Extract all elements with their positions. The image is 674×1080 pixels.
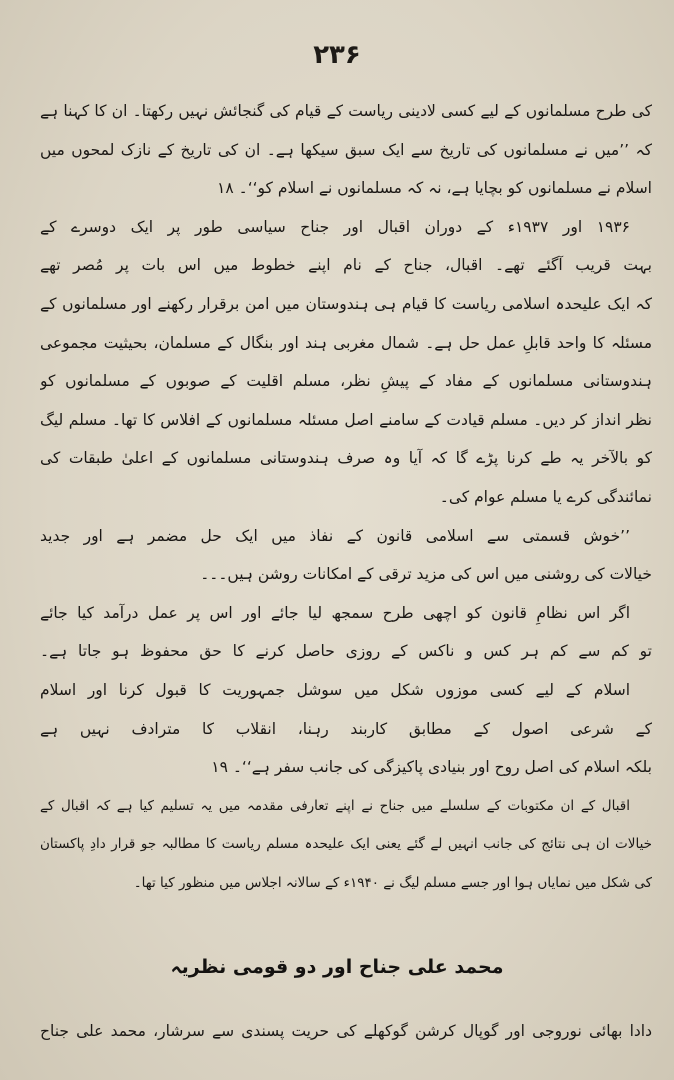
text-line: خیالات ان ہی نتائج کی جانب انہیں لے گئے یعنی ایک علیحدہ مسلم ریاست کا مطالبہ جو قرار دادِ پاکستان bbox=[40, 836, 652, 853]
text-line: مسئلہ کا واحد قابلِ عمل حل ہے۔ شمال مغربی ہند اور بنگال کے مسلمان، بحیثیت مجموعی bbox=[40, 333, 652, 352]
text-line: نظر انداز کر دیں۔ مسلم قیادت کے سامنے اصل مسئلہ مسلمانوں کے افلاس کا تھا۔ مسلم لیگ bbox=[40, 410, 652, 429]
quote-line: ’’خوش قسمتی سے اسلامی قانون کے نفاذ میں ایک حل مضمر ہے اور جدید bbox=[40, 526, 630, 545]
text-line: دادا بھائی نوروجی اور گوپال کرشن گوکھلے کی حریت پسندی سے سرشار، محمد علی جناح bbox=[40, 1022, 652, 1040]
page-number: ۲۳۶ bbox=[313, 40, 361, 70]
body-text bbox=[40, 92, 652, 902]
text-line: کو بالآخر یہ طے کرنا پڑے گا کہ آیا وہ صرف ہندوستانی مسلمانوں کے اعلیٰ طبقات کی bbox=[40, 449, 652, 468]
quote-line: بلکہ اسلام کی اصل روح اور بنیادی پاکیزگی کی جانب سفر ہے‘‘۔ ۱۹ bbox=[211, 758, 652, 777]
text-line: نمائندگی کرے یا مسلم عوام کی۔ bbox=[439, 487, 652, 506]
quote-line: کے شرعی اصول کے مطابق کاربند رہنا، انقلاب کا مترادف نہیں ہے bbox=[40, 719, 652, 738]
text-line: کی شکل میں نمایاں ہوا اور جسے مسلم لیگ نے ۱۹۴۰ء کے سالانہ اجلاس میں منظور کیا تھا۔ bbox=[133, 874, 652, 891]
quote-line: خیالات کی روشنی میں اس کی مزید ترقی کے امکانات روشن ہیں۔۔۔ bbox=[200, 565, 652, 584]
text-line: کہ ایک علیحدہ اسلامی ریاست کا قیام ہی ہندوستان میں امن برقرار رکھنے اور مسلمانوں کے bbox=[40, 294, 652, 313]
quote-line: اسلام کے لیے کسی موزوں شکل میں سوشل جمہوریت کا قبول کرنا اور اسلام bbox=[40, 680, 630, 699]
text-line: اقبال کے ان مکتوبات کے سلسلے میں جناح نے اپنے تعارفی مقدمہ میں یہ تسلیم کیا ہے کہ اقبال کے bbox=[40, 797, 630, 814]
section-heading: محمد علی جناح اور دو قومی نظریہ bbox=[170, 956, 504, 978]
text-line: کی طرح مسلمانوں کے لیے کسی لادینی ریاست کے قیام کی گنجائش نہیں رکھتا۔ ان کا کہنا ہے bbox=[40, 102, 652, 120]
quote-line: اگر اس نظامِ قانون کو اچھی طرح سمجھ لیا جائے اور اس پر عمل درآمد کیا جائے bbox=[40, 603, 630, 622]
text-line: کہ ’’میں نے مسلمانوں کی تاریخ سے ایک سبق سیکھا ہے۔ ان کی تاریخ کے نازک لمحوں میں bbox=[40, 140, 652, 159]
quote-line: تو کم سے کم ہر کس و ناکس کے روزی حاصل کرنے کا حق محفوظ ہو جاتا ہے۔ bbox=[40, 642, 652, 661]
text-line: بہت قریب آگئے تھے۔ اقبال، جناح کے نام اپنے خطوط میں اس بات پر مُصر تھے bbox=[40, 256, 652, 275]
text-line: ہندوستانی مسلمانوں کے مفاد کے پیشِ نظر، مسلم اقلیت کے صوبوں کے مسلمانوں کو bbox=[40, 372, 652, 391]
text-line: اسلام نے مسلمانوں کو بچایا ہے، نہ کہ مسلمانوں نے اسلام کو‘‘۔ ۱۸ bbox=[217, 179, 652, 198]
text-line: ۱۹۳۶ اور ۱۹۳۷ء کے دوران اقبال اور جناح سیاسی طور پر ایک دوسرے کے bbox=[40, 217, 630, 236]
